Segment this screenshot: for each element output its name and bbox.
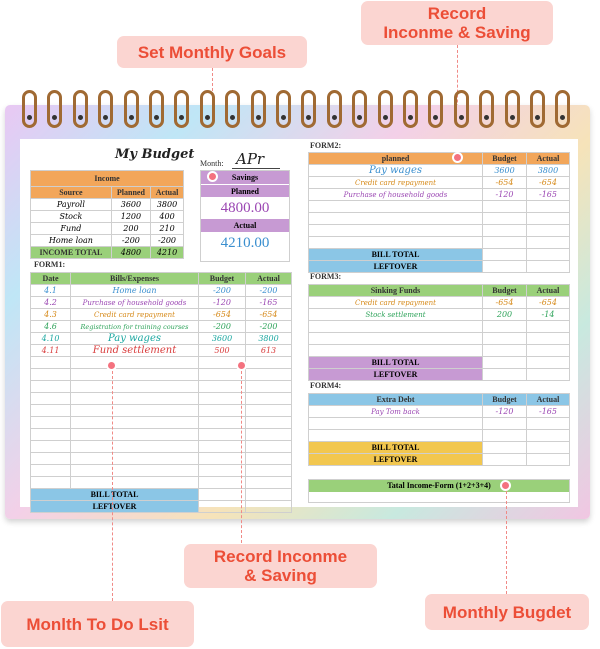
table-row: Payroll 3600 3800 <box>31 199 184 211</box>
leader-line <box>241 371 242 543</box>
table-row: Stock 1200 400 <box>31 211 184 223</box>
spiral-ring <box>47 90 62 128</box>
form2-bill-total: BILL TOTAL <box>309 249 483 261</box>
table-row: 4.11 Fund settlement 500 613 <box>31 345 292 357</box>
table-row: 4.10 Pay wages 3600 3800 <box>31 333 292 345</box>
marker-dot <box>207 171 218 182</box>
table-row: Stock settlement 200 -14 <box>309 309 570 321</box>
form1-bill-total: BILL TOTAL <box>31 489 199 501</box>
table-row: Pay Tom back -120 -165 <box>309 406 570 418</box>
table-row: 4.3 Credit card repayment -654 -654 <box>31 309 292 321</box>
form2-header: planned <box>309 153 483 165</box>
form4-bill-total: BILL TOTAL <box>309 442 483 454</box>
spiral-ring <box>251 90 266 128</box>
form2-leftover: LEFTOVER <box>309 261 483 273</box>
income-header: Planned <box>111 187 150 199</box>
form3-header: Sinking Funds <box>309 285 483 297</box>
savings-planned-label: Planned <box>201 184 289 197</box>
spiral-ring <box>301 90 316 128</box>
callout-set-goals: Set Monthly Goals <box>117 36 307 68</box>
savings-box <box>200 170 290 262</box>
callout-record-income-top: Record Inconme & Saving <box>361 1 553 45</box>
spiral-ring <box>530 90 545 128</box>
form3-header: Budget <box>483 285 527 297</box>
total-income-form-label: Tatal Income-Form (1+2+3+4) <box>309 480 569 492</box>
spiral-ring <box>124 90 139 128</box>
form2-header: Actual <box>527 153 570 165</box>
savings-planned-value: 4800.00 <box>220 200 270 216</box>
form1-header: Date <box>31 273 71 285</box>
total-income-form <box>308 479 570 503</box>
table-row: 4.2 Purchase of household goods -120 -165 <box>31 297 292 309</box>
spiral-ring <box>276 90 291 128</box>
spiral-ring <box>200 90 215 128</box>
form1-header: Bills/Expenses <box>71 273 199 285</box>
table-row: Pay wages 3600 3800 <box>309 165 570 177</box>
table-row: 4.6 Registration for training courses -200 -200 <box>31 321 292 333</box>
form1-header: Budget <box>199 273 246 285</box>
form1-table <box>30 272 292 513</box>
spiral-ring <box>505 90 520 128</box>
income-header: Source <box>31 187 112 199</box>
marker-dot <box>106 360 117 371</box>
table-row: Fund 200 210 <box>31 223 184 235</box>
spiral-ring <box>22 90 37 128</box>
table-row: Credit card repayment -654 -654 <box>309 177 570 189</box>
form4-header: Extra Debt <box>309 394 483 406</box>
income-total-row: INCOME TOTAL 4800 4210 <box>31 247 184 259</box>
spiral-ring <box>327 90 342 128</box>
spiral-ring <box>428 90 443 128</box>
spiral-ring <box>73 90 88 128</box>
spiral-ring <box>403 90 418 128</box>
form3-label: FORM3: <box>310 272 342 281</box>
marker-dot <box>236 360 247 371</box>
table-row: Credit card repayment -654 -654 <box>309 297 570 309</box>
form4-header: Actual <box>527 394 570 406</box>
month-label: Month: <box>200 159 224 168</box>
form2-table <box>308 152 570 273</box>
form4-leftover: LEFTOVER <box>309 454 483 466</box>
table-row: 4.1 Home loan -200 -200 <box>31 285 292 297</box>
form1-label: FORM1: <box>34 260 66 269</box>
marker-dot <box>500 480 511 491</box>
planner-page <box>20 139 578 511</box>
form2-header: Budget <box>483 153 527 165</box>
leader-line <box>112 371 113 601</box>
spiral-ring <box>479 90 494 128</box>
marker-dot <box>452 152 463 163</box>
form4-table <box>308 393 570 466</box>
spiral-ring <box>98 90 113 128</box>
spiral-ring <box>454 90 469 128</box>
month-value: APr <box>232 150 280 169</box>
income-title: Income <box>31 171 184 187</box>
form4-label: FORM4: <box>310 381 342 390</box>
spiral-ring <box>555 90 570 128</box>
form4-header: Budget <box>483 394 527 406</box>
leader-line <box>506 491 507 594</box>
savings-actual-label: Actual <box>201 219 289 232</box>
table-row: Purchase of household goods -120 -165 <box>309 189 570 201</box>
form2-label: FORM2: <box>310 141 342 150</box>
callout-record-income-bottom: Record Inconme & Saving <box>184 544 377 588</box>
spiral-ring <box>174 90 189 128</box>
spiral-ring <box>149 90 164 128</box>
form1-leftover: LEFTOVER <box>31 501 199 513</box>
spiral-ring <box>352 90 367 128</box>
page-title: My Budget <box>115 147 195 162</box>
form1-header: Actual <box>246 273 292 285</box>
table-row: Home loan -200 -200 <box>31 235 184 247</box>
spiral-ring <box>225 90 240 128</box>
income-header: Actual <box>151 187 184 199</box>
savings-title: Savings <box>201 171 289 184</box>
income-table <box>30 170 184 259</box>
form3-leftover: LEFTOVER <box>309 369 483 381</box>
form3-bill-total: BILL TOTAL <box>309 357 483 369</box>
planner-cover <box>5 105 590 519</box>
spiral-ring <box>378 90 393 128</box>
form3-header: Actual <box>527 285 570 297</box>
form3-table <box>308 284 570 381</box>
callout-todo-list: Monlth To Do Lsit <box>1 601 194 647</box>
spiral-binding <box>22 90 578 130</box>
savings-actual-value: 4210.00 <box>220 235 270 251</box>
callout-monthly-budget: Monthly Bugdet <box>425 594 589 630</box>
